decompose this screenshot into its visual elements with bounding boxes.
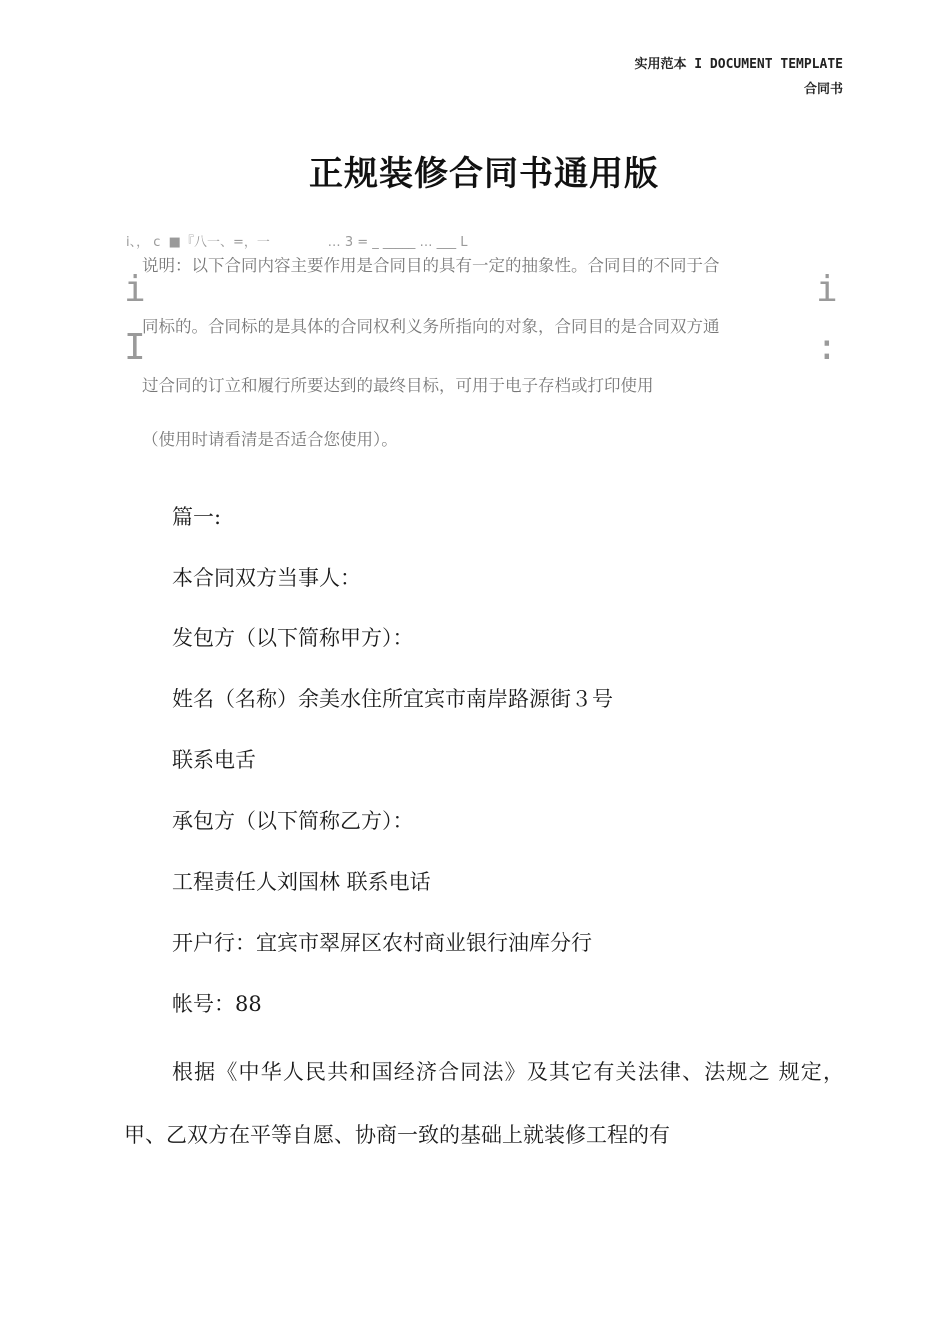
note-line-1: 说明：以下合同内容主要作用是合同目的具有一定的抽象性。合同目的不同于合 [142, 256, 720, 275]
margin-mark-left-bottom: I [124, 327, 146, 368]
margin-mark-right-top: i [816, 269, 838, 310]
scan-artifact-line: i、， c ■『八一、=，一 … 3 = _ _____ … ___ L [126, 235, 468, 250]
bank-info: 开户行：宜宾市翠屏区农村商业银行油库分行 [172, 931, 592, 955]
note-line-2: 同标的。合同标的是具体的合同权利义务所指向的对象，合同目的是合同双方通 [142, 317, 720, 336]
section-heading: 篇一: [172, 505, 222, 529]
document-header [634, 52, 843, 102]
margin-mark-right-bottom: : [816, 327, 838, 368]
party-b-heading: 承包方（以下简称乙方）： [172, 809, 414, 833]
party-a-name-address: 姓名（名称）余美水住所宜宾市南岸路源街３号 [172, 687, 613, 711]
account-number: 帐号：88 [172, 992, 262, 1016]
note-line-4: （使用时请看清是否适合您使用）。 [142, 430, 398, 449]
contract-paragraph: 根据《中华人民共和国经济合同法》及其它有关法律、法规之 规定，甲、乙双方在平等自愿、协商一致的基础上就装修工程的有 [124, 1060, 844, 1147]
header-doc-type: 合同书 [803, 82, 843, 97]
header-template-label: 实用范本 I DOCUMENT TEMPLATE [634, 57, 843, 72]
margin-mark-left-top: i [124, 269, 146, 310]
party-b-person: 工程责任人刘国林 联系电话 [172, 870, 431, 894]
parties-intro: 本合同双方当事人： [172, 566, 361, 590]
note-line-3: 过合同的订立和履行所要达到的最终目标，可用于电子存档或打印使用 [142, 376, 654, 395]
party-a-phone: 联系电舌 [172, 748, 256, 772]
page-title: 正规装修合同书通用版 [309, 154, 659, 194]
party-a-heading: 发包方（以下简称甲方）： [172, 626, 414, 650]
